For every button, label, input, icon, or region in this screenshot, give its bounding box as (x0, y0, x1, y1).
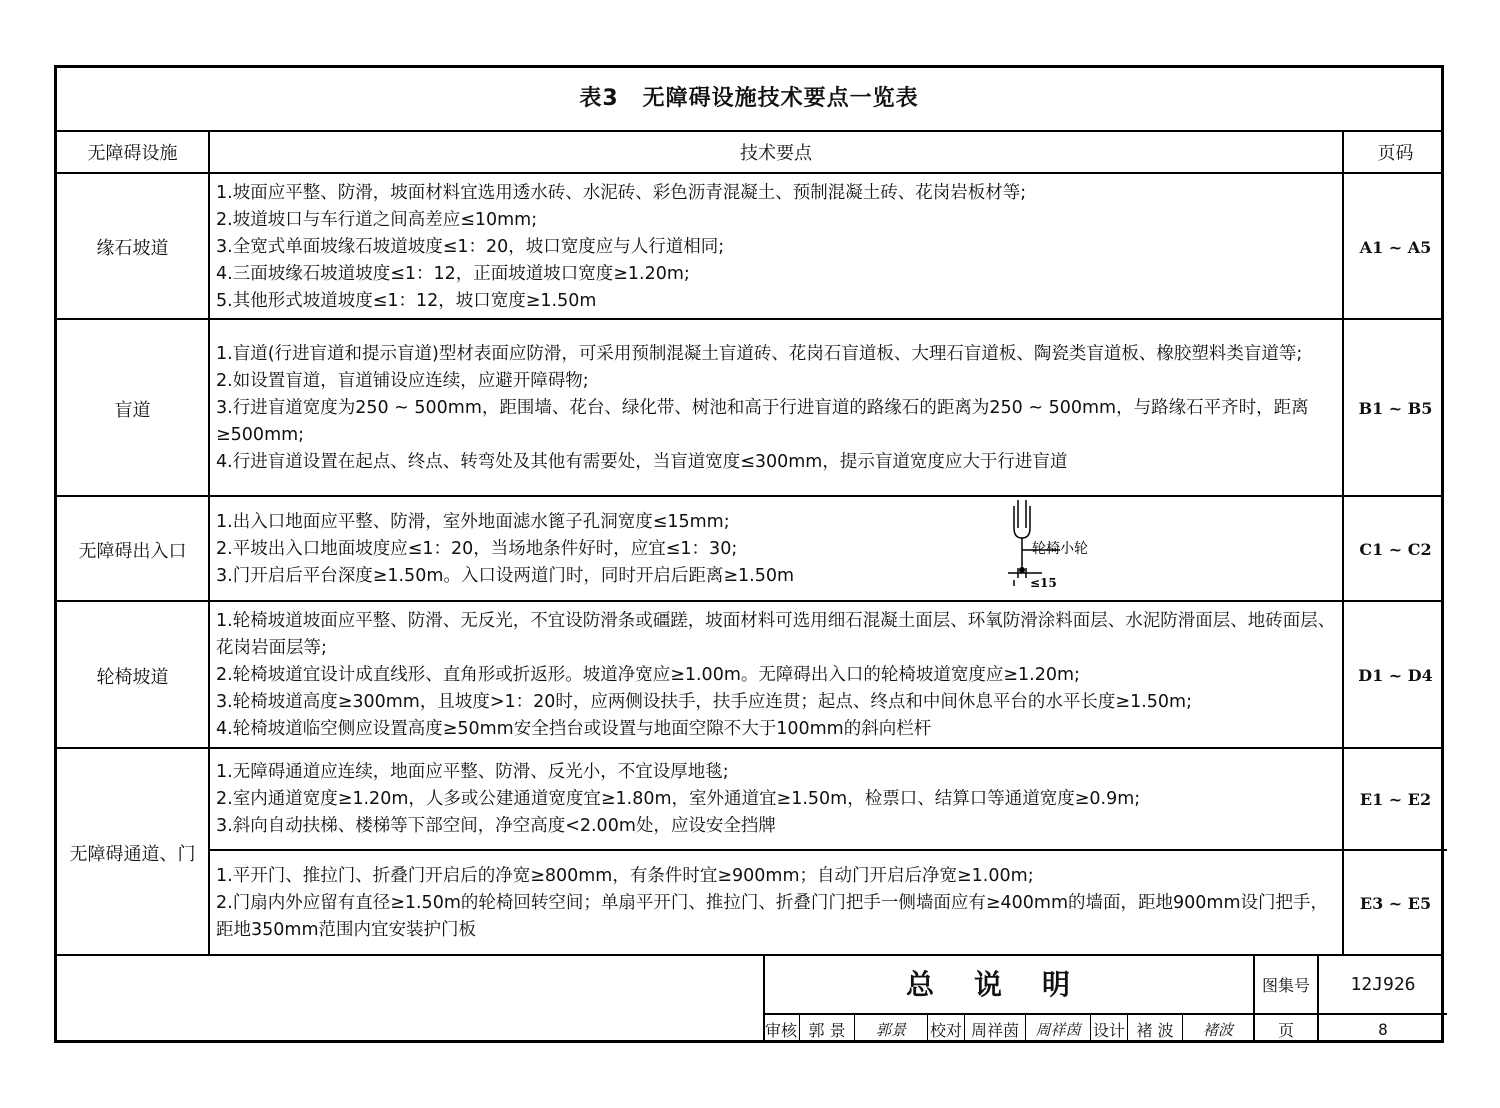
table-number: 表3 (579, 86, 619, 111)
table-title-text: 无障碍设施技术要点一览表 (642, 86, 919, 111)
row-page: C1 ~ C2 (1359, 540, 1432, 559)
row-name: 缘石坡道 (96, 238, 169, 259)
row-points (216, 851, 1340, 956)
point-line: 5.其他形式坡道坡度≤1：12，坡口宽度≥1.50m (216, 290, 597, 311)
point-line: 3.斜向自动扶梯、楼梯等下部空间，净空高度<2.00m处，应设安全挡牌 (216, 815, 776, 836)
row-points (216, 497, 976, 602)
row-name: 无障碍出入口 (78, 540, 187, 562)
diagram-dimension: ≤15 (1030, 576, 1057, 590)
check-label: 校对 (928, 1015, 965, 1043)
page-number: 8 (1378, 1019, 1388, 1039)
point-line: 1.出入口地面应平整、防滑，室外地面滤水篦子孔洞宽度≤15mm; (216, 512, 730, 532)
point-line: 4.三面坡缘石坡道坡度≤1：12，正面坡道坡口宽度≥1.20m; (216, 263, 690, 284)
header-facility: 无障碍设施 (87, 143, 178, 164)
review-label: 审核 (763, 1015, 800, 1043)
reviewer-name: 郭 景 (800, 1015, 855, 1043)
wheelchair-wheel-diagram (1002, 498, 1122, 593)
page-label: 页 (1277, 1020, 1294, 1040)
point-line: 4.行进盲道设置在起点、终点、转弯处及其他有需要处，当盲道宽度≤300mm，提示盲道宽度应大于行进盲道 (216, 452, 1068, 472)
atlas-number: 12J926 (1350, 974, 1416, 995)
point-line: 3.全宽式单面坡缘石坡道坡度≤1：20，坡口宽度应与人行道相同; (216, 236, 725, 257)
drawing-title: 总说明 (905, 968, 1110, 1001)
point-line: 1.平开门、推拉门、折叠门开启后的净宽≥800mm，有条件时宜≥900mm；自动门开启后净宽≥1.00m; (216, 866, 1034, 886)
atlas-label: 图集号 (1261, 976, 1310, 995)
point-line: 2.室内通道宽度≥1.20m，人多或公建通道宽度宜≥1.80m，室外通道宜≥1.50m，检票口、结算口等通道宽度≥0.9m; (216, 788, 1141, 809)
point-line: 1.坡面应平整、防滑，坡面材料宜选用透水砖、水泥砖、彩色沥青混凝土、预制混凝土砖、花岗岩板材等; (216, 182, 1027, 203)
row-points (216, 749, 1340, 849)
point-line: 1.轮椅坡道坡面应平整、防滑、无反光，不宜设防滑条或礓蹉，坡面材料可选用细石混凝土面层、环氧防滑涂料面层、水泥防滑面层、地砖面层、花岗岩面层等; (216, 611, 1336, 658)
design-label: 设计 (1091, 1015, 1128, 1043)
checker-signature: 周祥茵 (1026, 1015, 1091, 1043)
point-line: 2.坡道坡口与车行道之间高差应≤10mm; (216, 209, 538, 230)
point-line: 1.盲道(行进盲道和提示盲道)型材表面应防滑，可采用预制混凝土盲道砖、花岗石盲道板、大理石盲道板、陶瓷类盲道板、橡胶塑料类盲道等; (216, 344, 1303, 364)
diagram-label: 轮椅小轮 (1032, 541, 1088, 557)
point-line: 2.平坡出入口地面坡度应≤1：20，当场地条件好时，应宜≤1：30; (216, 539, 738, 559)
point-line: 2.门扇内外应留有直径≥1.50m的轮椅回转空间；单扇平开门、推拉门、折叠门门把手一侧墙面应有≥400mm的墙面，距地900mm设门把手，距地350mm范围内宜安装护门板 (216, 893, 1329, 940)
checker-name: 周祥茵 (965, 1015, 1026, 1043)
row-points (216, 174, 1340, 320)
row-points (216, 602, 1340, 749)
point-line: 3.行进盲道宽度为250 ~ 500mm，距围墙、花台、绿化带、树池和高于行进盲道的路缘石的距离为250 ~ 500mm，与路缘石平齐时，距离≥500mm; (216, 398, 1309, 445)
wheel-icon (1019, 567, 1025, 573)
row-page: A1 ~ A5 (1359, 237, 1432, 257)
row-page: E3 ~ E5 (1359, 894, 1432, 913)
point-line: 2.轮椅坡道宜设计成直线形、直角形或折返形。坡道净宽应≥1.00m。无障碍出入口的轮椅坡道宽度应≥1.20m; (216, 665, 1080, 685)
row-page: B1 ~ B5 (1358, 399, 1433, 418)
designer-name: 褚 波 (1128, 1015, 1183, 1043)
header-page: 页码 (1377, 143, 1414, 164)
point-line: 2.如设置盲道，盲道铺设应连续，应避开障碍物; (216, 371, 589, 391)
point-line: 4.轮椅坡道临空侧应设置高度≥50mm安全挡台或设置与地面空隙不大于100mm的斜向栏杆 (216, 719, 932, 739)
row-points (216, 320, 1340, 497)
point-line: 3.门开启后平台深度≥1.50m。入口设两道门时，同时开启后距离≥1.50m (216, 566, 795, 586)
row-name: 无障碍通道、门 (69, 843, 196, 865)
point-line: 3.轮椅坡道高度≥300mm，且坡度>1：20时，应两侧设扶手，扶手应连贯；起点、终点和中间休息平台的水平长度≥1.50m; (216, 692, 1192, 712)
table-title (57, 68, 1441, 132)
header-points: 技术要点 (740, 143, 812, 164)
row-page: E1 ~ E2 (1359, 789, 1432, 809)
row-name: 盲道 (114, 399, 151, 421)
reviewer-signature: 郭景 (855, 1015, 928, 1043)
row-name: 轮椅坡道 (96, 666, 169, 688)
point-line: 1.无障碍通道应连续，地面应平整、防滑、反光小，不宜设厚地毯; (216, 761, 729, 782)
designer-signature: 褚波 (1202, 1020, 1233, 1039)
drawing-sheet (54, 65, 1444, 1043)
row-page: D1 ~ D4 (1358, 666, 1433, 685)
